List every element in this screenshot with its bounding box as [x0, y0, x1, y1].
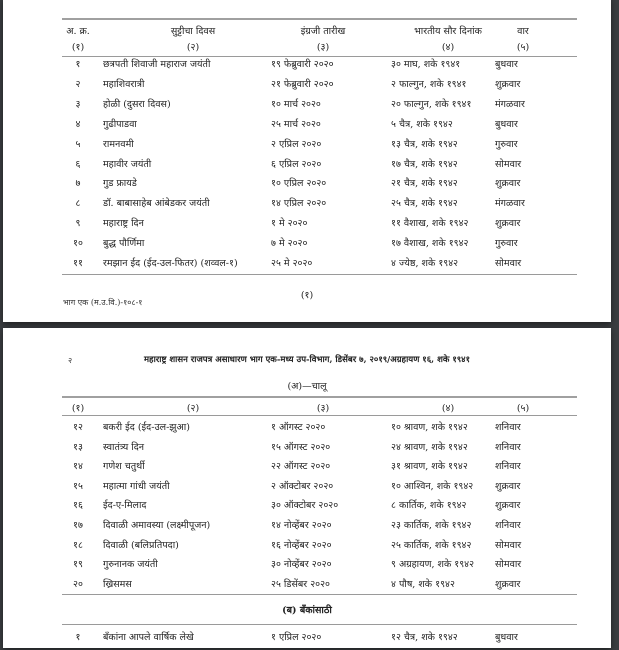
serial-number: १९ — [73, 559, 83, 571]
weekday: शुक्रवार — [495, 78, 521, 90]
indian-date: २५ चैत्र, शके १९४२ — [391, 198, 458, 210]
weekday: बुधवार — [495, 59, 518, 70]
indian-date: ४ पौष, शके १९४२ — [391, 578, 455, 590]
col-num: (३) — [316, 403, 330, 414]
table-row — [3, 57, 611, 77]
section-a-title: (अ)—चालू — [287, 381, 327, 392]
weekday: शनिवार — [495, 422, 521, 433]
header-english-date: इंग्रजी तारीख — [300, 26, 346, 37]
holiday-name: महाशिवरात्री — [103, 78, 145, 90]
table-row — [3, 256, 611, 276]
indian-date: १० श्रावण, शके १९४२ — [391, 422, 468, 433]
indian-date: ४ ज्येष्ठ, शके १९४२ — [391, 258, 459, 269]
serial-number: १६ — [73, 500, 83, 512]
weekday: शनिवार — [495, 520, 521, 531]
weekday: गुरुवार — [495, 238, 518, 250]
page-number: २ — [68, 356, 73, 365]
serial-number: ६ — [75, 158, 81, 170]
col-num: (१) — [71, 42, 85, 53]
indian-date: २४ श्रावण, शके १९४२ — [391, 441, 468, 453]
table-row — [3, 538, 611, 558]
holiday-name: डॉ. बाबासाहेब आंबेडकर जयंती — [103, 198, 210, 210]
serial-number: ८ — [75, 198, 81, 210]
holiday-name: महाराष्ट्र दिन — [103, 218, 144, 230]
section-b-rule — [62, 624, 577, 625]
table-row — [3, 137, 611, 157]
indian-date: २३ कार्तिक, शके १९४२ — [391, 520, 472, 531]
table-row — [3, 117, 611, 137]
holiday-name: बँकांना आपले वार्षिक लेखे — [103, 632, 194, 643]
column-numbers — [3, 401, 611, 421]
table-row — [3, 216, 611, 236]
indian-date: ९ अग्रहायण, शके १९४२ — [391, 559, 475, 571]
indian-date: ८ कार्तिक, शके १९४२ — [391, 500, 467, 512]
english-date: ३० ऑक्टोबर २०२० — [271, 500, 339, 512]
indian-date: २५ कार्तिक, शके १९४२ — [391, 539, 472, 551]
col-num: (४) — [441, 42, 455, 53]
english-date: १० मार्च २०२० — [271, 98, 321, 110]
holiday-name: बकरी ईद (ईद-उल-झुआ) — [103, 422, 190, 433]
table-row — [3, 630, 611, 650]
col-num: (१) — [71, 403, 85, 414]
holiday-name: गुड फ्रायडे — [103, 178, 137, 190]
serial-number: १७ — [73, 520, 83, 531]
english-date: ६ एप्रिल २०२० — [271, 158, 322, 170]
serial-number: २ — [75, 78, 81, 90]
weekday: सोमवार — [495, 158, 522, 170]
col-num: (५) — [516, 403, 530, 414]
weekday: शनिवार — [495, 461, 521, 473]
english-date: २२ ऑगस्ट २०२० — [271, 461, 331, 473]
document-page-2 — [3, 328, 611, 648]
holiday-name: होळी (दुसरा दिवस) — [103, 98, 171, 110]
footer-code: भाग एक (म.उ.वि.)-१०८-१ — [63, 298, 143, 307]
serial-number: १३ — [73, 441, 83, 453]
serial-number: १८ — [73, 539, 83, 551]
indian-date: १७ वैशाख, शके १९४२ — [391, 238, 469, 250]
english-date: १ एप्रिल २०२० — [271, 632, 322, 643]
document-page-1 — [3, 0, 611, 322]
table-row — [3, 196, 611, 216]
serial-number: १ — [75, 59, 81, 70]
table-row — [3, 557, 611, 577]
indian-date: १३ चैत्र, शके १९४२ — [391, 138, 458, 150]
english-date: १ ऑगस्ट २०२० — [271, 422, 326, 433]
running-header: महाराष्ट्र शासन राजपत्र असाधारण भाग एक-मध्य उप-विभाग, डिसेंबर ७, २०१९/अग्रहायण १६, शके १९४१ — [143, 355, 471, 365]
indian-date: २१ चैत्र, शके १९४२ — [391, 178, 458, 190]
table-row — [3, 498, 611, 518]
top-rule — [62, 396, 577, 398]
serial-number: २० — [73, 578, 83, 590]
weekday: मंगळवार — [495, 98, 525, 110]
holiday-name: ख्रिसमस — [103, 578, 132, 590]
holiday-name: बुद्ध पौर्णिमा — [103, 238, 145, 250]
table-row — [3, 236, 611, 256]
col-num: (२) — [186, 42, 200, 53]
indian-date: १७ चैत्र, शके १९४२ — [391, 158, 458, 170]
holiday-name: दिवाळी अमावस्या (लक्ष्मीपूजन) — [103, 520, 211, 531]
english-date: १ मे २०२० — [271, 218, 308, 230]
holiday-name: दिवाळी (बलिप्रतिपदा) — [103, 539, 179, 551]
english-date: २५ मे २०२० — [271, 258, 313, 269]
header-holiday: सुट्टीचा दिवस — [170, 26, 216, 37]
table-row — [3, 459, 611, 479]
serial-number: ३ — [75, 98, 81, 110]
english-date: १६ नोव्हेंबर २०२० — [271, 539, 332, 551]
col-num: (४) — [441, 403, 455, 414]
weekday: गुरुवार — [495, 138, 518, 150]
holiday-name: महावीर जयंती — [103, 158, 152, 170]
english-date: ३० नोव्हेंबर २०२० — [271, 559, 332, 571]
serial-number: ११ — [73, 258, 83, 269]
weekday: मंगळवार — [495, 198, 525, 210]
section-b-title: (ब) बँकांसाठी — [282, 605, 332, 616]
header-rule — [62, 415, 577, 416]
header-indian-date: भारतीय सौर दिनांक — [414, 26, 482, 37]
weekday: शुक्रवार — [495, 480, 521, 492]
english-date: २१ फेब्रुवारी २०२० — [271, 78, 334, 90]
table-row — [3, 97, 611, 117]
indian-date: ११ वैशाख, शके १९४२ — [391, 218, 469, 230]
english-date: २ एप्रिल २०२० — [271, 138, 322, 150]
serial-number: ७ — [75, 178, 81, 190]
serial-number: १५ — [73, 480, 83, 492]
table-row — [3, 176, 611, 196]
english-date: १५ ऑगस्ट २०२० — [271, 441, 331, 453]
weekday: शुक्रवार — [495, 500, 521, 512]
section-rule — [62, 594, 577, 595]
english-date: १९ फेब्रुवारी २०२० — [271, 59, 334, 70]
indian-date: २ फाल्गुन, शके १९४१ — [391, 78, 467, 90]
page-number: (१) — [300, 290, 314, 301]
table-row — [3, 420, 611, 440]
header-serial: अ. क्र. — [66, 26, 90, 37]
indian-date: १२ चैत्र, शके १९४२ — [391, 632, 458, 643]
table-row — [3, 157, 611, 177]
serial-number: १२ — [73, 422, 83, 433]
holiday-name: गणेश चतुर्थी — [103, 461, 145, 473]
top-rule — [62, 18, 577, 20]
english-date: १४ एप्रिल २०२० — [271, 198, 327, 210]
holiday-name: महात्मा गांधी जयंती — [103, 480, 170, 492]
english-date: ७ मे २०२० — [271, 238, 308, 250]
weekday: बुधवार — [495, 632, 518, 643]
indian-date: १० आश्विन, शके १९४२ — [391, 480, 474, 492]
weekday: सोमवार — [495, 258, 522, 269]
holiday-name: छत्रपती शिवाजी महाराज जयंती — [103, 59, 211, 70]
col-num: (३) — [316, 42, 330, 53]
english-date: २५ डिसेंबर २०२० — [271, 578, 330, 590]
table-row — [3, 440, 611, 460]
english-date: १० एप्रिल २०२० — [271, 178, 327, 190]
indian-date: ५ चैत्र, शके १९४२ — [391, 118, 453, 130]
indian-date: ३० माघ, शके १९४१ — [391, 59, 461, 70]
holiday-name: ईद-ए-मिलाद — [103, 500, 147, 512]
serial-number: ५ — [75, 138, 81, 150]
serial-number: ९ — [75, 218, 81, 230]
serial-number: ४ — [75, 118, 81, 130]
weekday: सोमवार — [495, 539, 522, 551]
weekday: बुधवार — [495, 118, 518, 130]
bottom-rule — [62, 274, 577, 275]
indian-date: २० फाल्गुन, शके १९४१ — [391, 98, 472, 110]
holiday-name: रामनवमी — [103, 138, 134, 150]
english-date: २ ऑक्टोबर २०२० — [271, 480, 334, 492]
holiday-name: गुढीपाडवा — [103, 118, 137, 130]
table-row — [3, 479, 611, 499]
weekday: शुक्रवार — [495, 218, 521, 230]
header-weekday: वार — [517, 26, 529, 37]
col-num: (५) — [516, 42, 530, 53]
holiday-name: गुरुनानक जयंती — [103, 559, 158, 571]
serial-number: १० — [73, 238, 83, 250]
serial-number: १ — [75, 632, 81, 643]
weekday: शुक्रवार — [495, 578, 521, 590]
serial-number: १४ — [73, 461, 83, 473]
indian-date: ३१ श्रावण, शके १९४२ — [391, 461, 468, 473]
col-num: (२) — [186, 403, 200, 414]
weekday: सोमवार — [495, 559, 522, 571]
table-row — [3, 518, 611, 538]
english-date: २५ मार्च २०२० — [271, 118, 321, 130]
holiday-name: स्वातंत्र्य दिन — [103, 441, 145, 453]
english-date: १४ नोव्हेंबर २०२० — [271, 520, 332, 531]
table-row — [3, 77, 611, 97]
holiday-name: रमझान ईद (ईद-उल-फितर) (शव्वल-१) — [103, 258, 238, 269]
weekday: शुक्रवार — [495, 178, 521, 190]
weekday: शनिवार — [495, 441, 521, 453]
